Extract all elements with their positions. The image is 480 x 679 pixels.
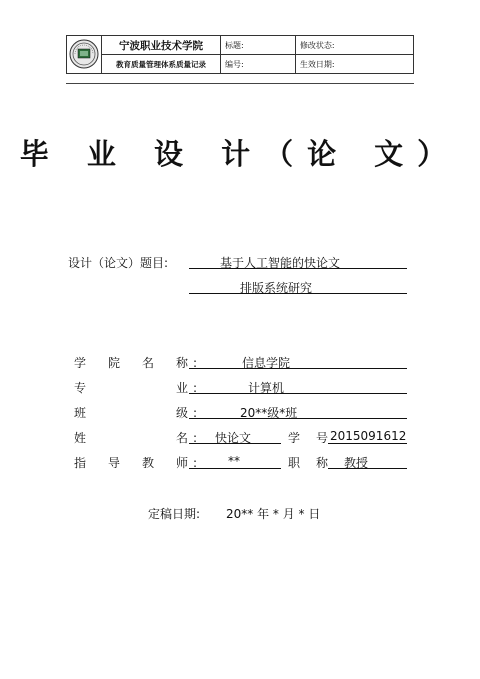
academic-title-label: 职 称 bbox=[288, 456, 331, 470]
major-label: 专 业: bbox=[74, 381, 203, 395]
system-name: 教育质量管理体系质量记录 bbox=[102, 55, 221, 74]
class-underline bbox=[189, 402, 407, 419]
college-value: 信息学院 bbox=[242, 356, 291, 370]
revision-status-label: 修改状态: bbox=[295, 36, 413, 55]
school-name: 宁波职业技术学院 bbox=[102, 36, 221, 55]
advisor-value: ** bbox=[228, 454, 240, 468]
advisor-label: 指 导 教 师: bbox=[74, 456, 203, 470]
topic-line-2: 排版系统研究 bbox=[240, 281, 313, 295]
title-field-label: 标题: bbox=[221, 36, 296, 55]
effective-date-label: 生效日期: bbox=[295, 55, 413, 74]
major-value: 计算机 bbox=[248, 381, 285, 395]
name-label: 姓 名: bbox=[74, 431, 203, 445]
document-title: 毕 业 设 计（论 文） bbox=[19, 137, 461, 171]
school-logo-cell bbox=[67, 36, 102, 74]
major-underline bbox=[189, 377, 407, 394]
student-id-value: 2015091612 bbox=[330, 429, 407, 443]
class-label: 班 级: bbox=[74, 406, 203, 420]
topic-label: 设计（论文）题目: bbox=[68, 256, 169, 270]
college-underline bbox=[189, 352, 407, 369]
college-label: 学 院 名 称: bbox=[74, 356, 203, 370]
student-id-label: 学 号 bbox=[288, 431, 331, 445]
header-table bbox=[66, 35, 414, 74]
name-value: 快论文 bbox=[215, 431, 252, 445]
class-value: 20**级*班 bbox=[240, 406, 298, 420]
header-divider bbox=[66, 83, 414, 84]
final-date-value: 20** 年 * 月 * 日 bbox=[226, 507, 321, 521]
academic-title-value: 教授 bbox=[344, 456, 369, 470]
topic-line-1: 基于人工智能的快论文 bbox=[220, 256, 341, 270]
school-logo-icon bbox=[69, 39, 99, 69]
final-date-label: 定稿日期: bbox=[148, 507, 201, 521]
number-label: 编号: bbox=[221, 55, 296, 74]
